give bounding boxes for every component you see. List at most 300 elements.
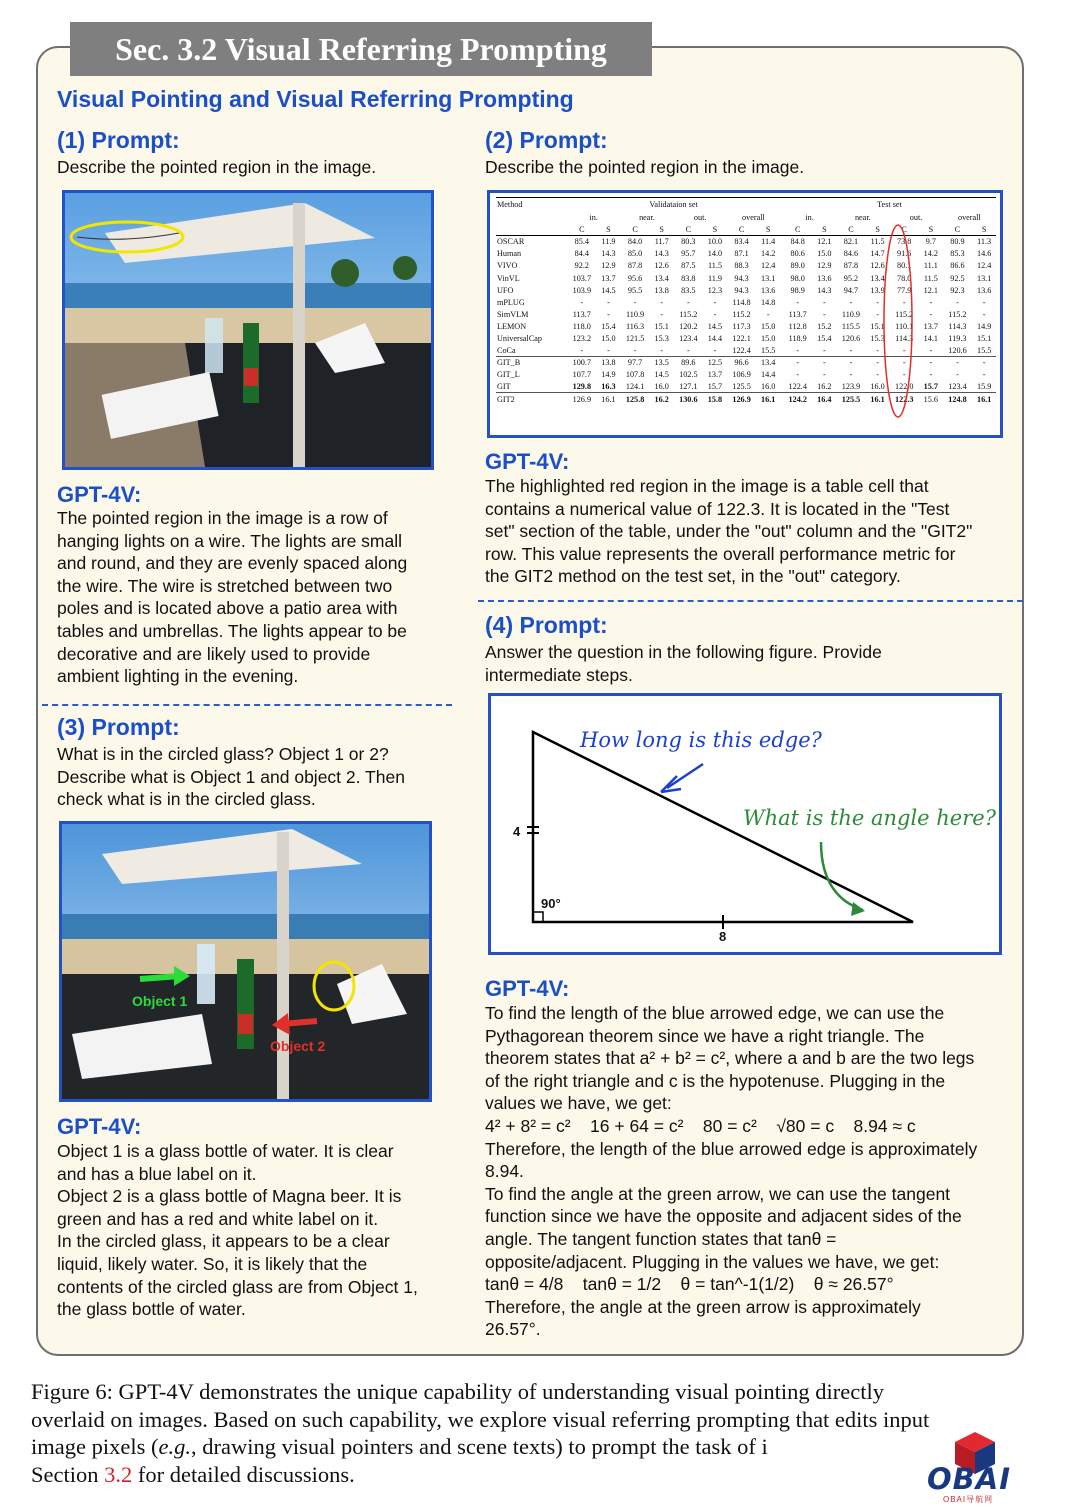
table-cell: 80.3: [674, 236, 704, 248]
table-cell: 82.1: [836, 236, 866, 248]
right-angle-label: 90°: [541, 896, 561, 911]
table-cell: 14.1: [923, 333, 938, 343]
table-cell: 110.9: [626, 309, 645, 319]
table-cell: 16.2: [817, 382, 832, 392]
table-cell: 95.6: [627, 273, 643, 283]
table-cell: 94.3: [734, 273, 749, 283]
table-cell: 87.8: [627, 261, 643, 271]
table-cell: 84.8: [783, 236, 813, 248]
table-cell: -: [929, 370, 933, 380]
table-cell: 87.8: [843, 261, 859, 271]
caption-line-3: image pixels (e.g., drawing visual pointers and scene texts) to prompt the task of i: [31, 1434, 768, 1459]
table-cell: near.: [854, 213, 871, 223]
prompt-2-title: (2) Prompt:: [485, 127, 608, 153]
table-cell: 125.5: [836, 393, 866, 405]
table-cell: 12.4: [976, 261, 992, 271]
table-cell: 14.2: [761, 249, 776, 259]
table-cell: 14.7: [870, 249, 885, 259]
table-cell: 15.0: [817, 249, 832, 259]
table-cell: -: [633, 297, 637, 307]
table-cell: 12.9: [817, 261, 832, 271]
table-cell: 114.8: [732, 297, 751, 307]
table-cell: 16.1: [756, 393, 780, 405]
table-cell: S: [981, 224, 987, 234]
table-cell: 12.4: [761, 261, 776, 271]
table-cell: 84.0: [620, 236, 650, 248]
table-cell: 118.9: [788, 333, 807, 343]
table-cell: 15.1: [976, 333, 992, 343]
table-cell: 123.2: [572, 333, 592, 343]
table-cell: 16.0: [761, 382, 776, 392]
table-cell: 91.6: [897, 249, 912, 259]
table-cell: 13.4: [756, 357, 780, 369]
table-cell: LEMON: [497, 321, 527, 331]
table-cell: 120.2: [679, 321, 698, 331]
table-cell: 15.9: [976, 382, 992, 392]
table-cell: 13.7: [923, 321, 938, 331]
table-cell: 16.2: [650, 393, 674, 405]
table-cell: 125.5: [732, 382, 751, 392]
table-cell: 123.9: [841, 382, 861, 392]
gpt-1-title: GPT-4V:: [57, 482, 142, 507]
table-cell: 13.9: [870, 285, 885, 295]
caption-line-4: Section 3.2 for detailed discussions.: [31, 1461, 355, 1487]
table-cell: 94.7: [843, 285, 859, 295]
table-cell: 124.2: [783, 393, 813, 405]
table-cell: 11.5: [866, 236, 890, 248]
prompt-2-text: Describe the pointed region in the image.: [485, 157, 805, 177]
table-cell: 14.3: [601, 249, 616, 259]
table-cell: 113.7: [788, 309, 807, 319]
table-cell: Test set: [783, 198, 996, 212]
table-cell: 121.5: [625, 333, 645, 343]
table-cell: S: [659, 224, 664, 234]
table-cell: 16.1: [866, 393, 890, 405]
table-cell: -: [713, 297, 717, 307]
table-cell: 100.7: [567, 357, 597, 369]
table-cell: -: [633, 345, 637, 355]
table-cell: 124.1: [625, 382, 645, 392]
table-cell: -: [982, 297, 986, 307]
table-cell: C: [579, 224, 585, 234]
table-cell: -: [849, 297, 853, 307]
table-cell: -: [876, 297, 879, 307]
table-cell: 103.9: [572, 285, 592, 295]
table-cell: Method: [496, 198, 564, 212]
table-cell: 127.1: [679, 382, 698, 392]
table-cell: -: [982, 309, 986, 319]
table-cell: 15.4: [817, 333, 832, 343]
table-cell: -: [849, 345, 853, 355]
table-cell: 11.3: [972, 236, 996, 248]
table-cell: -: [876, 370, 879, 380]
table-cell: 92.2: [574, 261, 589, 271]
table-cell: VinVL: [497, 273, 520, 283]
table-cell: 13.8: [597, 357, 621, 369]
table-cell: 110.9: [841, 309, 861, 319]
table-cell: 83.4: [727, 236, 757, 248]
table-cell: mPLUG: [497, 297, 525, 307]
table-cell: 103.7: [572, 273, 592, 283]
table-cell: 16.0: [870, 382, 885, 392]
table-cell: -: [607, 345, 610, 355]
table-cell: 95.2: [843, 273, 859, 283]
gpt-4-answer: To find the length of the blue arrowed edge, we can use the Pythagorean theorem since we have a right triangle. The theorem states that a² + b² = c², where a and b are the two legs of the right triangle and c is the hypotenuse. Plugging in the values we have, we get: 4² + 8² = c² 16 + 64 = c² 80 = c² √80 = c 8.94 ≈ c Therefore, the length of the blue arrowed edge is approximately 8.94. To find the angle at the green arrow, we can use the tangent function since we have the opposite and adjacent sides of the angle. The tangent function states that tanθ = opposite/adjacent. Plugging in the values we have, we get: tanθ = 4/8 tanθ = 1/2 θ = tan^-1(1/2) θ ≈ 26.57° Therefore, the angle at the green arrow is approximately 26.57°.: [485, 1003, 978, 1340]
gpt-2-answer: The highlighted red region in the image is a table cell that contains a numerical value of 122.3. It is located in the "Test set" section of the table, under the "out" column and the "GIT2" row. This value represents the overall performance metric for the GIT2 method on the test set, in the "out" category.: [485, 476, 973, 587]
table-cell: -: [943, 357, 973, 369]
table-cell: 89.0: [790, 261, 805, 271]
table-cell: 13.1: [976, 273, 992, 283]
table-cell: 84.6: [843, 249, 859, 259]
table-cell: 16.1: [597, 393, 621, 405]
table-cell: 14.8: [761, 297, 776, 307]
question-edge-label: How long is this edge?: [580, 728, 822, 752]
table-cell: -: [713, 345, 717, 355]
table-cell: 77.9: [897, 285, 912, 295]
prompt-3-title: (3) Prompt:: [57, 714, 180, 740]
table-cell: 15.3: [870, 333, 885, 343]
table-cell: out.: [909, 213, 923, 223]
table-cell: 129.8: [572, 382, 592, 392]
results-table-image: [487, 190, 1003, 438]
caption-line-2: overlaid on images. Based on such capability, we explore visual referring prompting that edits input: [31, 1406, 930, 1432]
table-cell: 83.5: [681, 285, 696, 295]
table-cell: 115.5: [841, 321, 861, 331]
table-cell: 12.1: [813, 236, 837, 248]
table-cell: 106.9: [732, 370, 751, 380]
table-cell: -: [902, 345, 906, 355]
table-cell: 13.8: [654, 285, 669, 295]
table-cell: 13.7: [601, 273, 616, 283]
table-cell: UniversalCap: [497, 333, 543, 343]
table-cell: -: [919, 357, 943, 369]
table-cell: -: [822, 309, 826, 319]
table-cell: 115.2: [732, 309, 751, 319]
table-cell: -: [580, 297, 584, 307]
table-cell: 14.5: [601, 285, 616, 295]
table-cell: -: [929, 309, 933, 319]
table-cell: 14.2: [923, 249, 938, 259]
table-cell: 13.6: [761, 285, 776, 295]
table-cell: 114.3: [948, 321, 967, 331]
table-cell: 16.4: [813, 393, 837, 405]
table-cell: 12.6: [654, 261, 669, 271]
table-cell: 14.3: [654, 249, 669, 259]
table-cell: 117.3: [732, 321, 751, 331]
table-cell: 94.3: [734, 285, 749, 295]
table-cell: 12.3: [707, 285, 723, 295]
table-cell: C: [685, 224, 692, 234]
table-cell: 15.0: [761, 333, 776, 343]
table-cell: -: [686, 345, 690, 355]
table-cell: C: [954, 224, 961, 234]
table-cell: -: [876, 345, 879, 355]
table-cell: 88.3: [734, 261, 749, 271]
figure-heading: Visual Pointing and Visual Referring Prompting: [57, 86, 574, 112]
table-cell: 86.6: [950, 261, 965, 271]
table-cell: 123.4: [679, 333, 698, 343]
table-cell: -: [902, 297, 906, 307]
table-cell: -: [766, 309, 770, 319]
table-cell: 123.4: [948, 382, 967, 392]
table-cell: -: [956, 297, 959, 307]
table-cell: -: [822, 370, 826, 380]
table-cell: GIT2: [496, 393, 564, 405]
table-cell: 11.4: [756, 236, 780, 248]
table-cell: 11.5: [707, 261, 722, 271]
divider-left: [42, 704, 452, 706]
table-cell: 13.5: [650, 357, 674, 369]
table-cell: 10.0: [703, 236, 727, 248]
table-cell: OSCAR: [496, 236, 564, 248]
table-cell: 102.5: [679, 370, 698, 380]
table-cell: Validataion set: [567, 198, 780, 212]
table-cell: 96.6: [727, 357, 757, 369]
table-cell: -: [929, 297, 933, 307]
gpt-3-answer: Object 1 is a glass bottle of water. It is clear and has a blue label on it. Object 2 is a glass bottle of Magna beer. It is green and has a red and white label on it. In the circled glass, it appears to be a clear liquid, likely water. So, it is likely that the contents of the circled glass are from Object 1, the glass bottle of water.: [57, 1141, 418, 1320]
gpt-3-title: GPT-4V:: [57, 1114, 142, 1139]
table-cell: 124.8: [943, 393, 973, 405]
table-cell: 12.5: [703, 357, 727, 369]
table-cell: -: [876, 309, 879, 319]
table-cell: 122.4: [788, 382, 807, 392]
patio-objects-illustration: [62, 824, 429, 1099]
object-2-label: Object 2: [270, 1038, 326, 1054]
table-cell: -: [796, 345, 800, 355]
side-length-label: 4: [513, 824, 521, 839]
table-cell: 130.6: [674, 393, 704, 405]
table-cell: 15.3: [654, 333, 669, 343]
table-cell: -: [813, 357, 837, 369]
table-cell: 11.5: [923, 273, 938, 283]
table-cell: 11.7: [650, 236, 674, 248]
table-cell: -: [929, 345, 933, 355]
table-cell: -: [796, 370, 800, 380]
table-cell: S: [765, 224, 771, 234]
table-cell: 14.6: [976, 249, 992, 259]
table-cell: VIVO: [497, 261, 518, 271]
table-cell: 87.1: [734, 249, 749, 259]
table-cell: 122.0: [895, 382, 914, 392]
gpt-4-title: GPT-4V:: [485, 976, 570, 1001]
prompt-4-title: (4) Prompt:: [485, 612, 608, 638]
table-cell: 126.9: [727, 393, 757, 405]
table-cell: C: [738, 224, 745, 234]
table-cell: 122.1: [732, 333, 751, 343]
table-cell: 13.4: [654, 273, 669, 283]
table-cell: 84.4: [574, 249, 589, 259]
table-cell: 14.4: [761, 370, 776, 380]
table-cell: 15.4: [601, 321, 616, 331]
table-cell: 15.1: [870, 321, 885, 331]
table-cell: -: [783, 357, 813, 369]
table-cell: -: [686, 297, 690, 307]
table-cell: 9.7: [919, 236, 943, 248]
table-cell: UFO: [497, 285, 514, 295]
table-cell: CoCa: [497, 345, 516, 355]
table-cell: 15.7: [923, 382, 938, 392]
table-cell: 98.0: [790, 273, 805, 283]
table-cell: 80.9: [943, 236, 973, 248]
table-cell: -: [660, 309, 664, 319]
prompt-1-text: Describe the pointed region in the image.: [57, 157, 377, 177]
table-cell: 13.7: [707, 370, 723, 380]
table-cell: 78.0: [897, 273, 912, 283]
table-cell: 80.1: [897, 261, 912, 271]
table-cell: -: [889, 357, 919, 369]
table-cell: C: [794, 224, 801, 234]
table-cell: 15.7: [707, 382, 723, 392]
caption-line-1: Figure 6: GPT-4V demonstrates the unique capability of understanding visual pointing directly: [31, 1379, 884, 1404]
table-cell: GIT_B: [496, 357, 564, 369]
table-cell: C: [848, 224, 854, 234]
table-cell: 13.6: [976, 285, 992, 295]
table-cell: -: [982, 370, 986, 380]
table-cell: 87.5: [681, 261, 696, 271]
table-cell: in.: [805, 213, 814, 223]
table-cell: -: [660, 297, 664, 307]
prompt-3-text: What is in the circled glass? Object 1 or 2? Describe what is Object 1 and object 2. Then check what is in the circled glass.: [57, 744, 405, 810]
table-cell: 95.7: [681, 249, 696, 259]
table-cell: 15.5: [761, 345, 776, 355]
table-cell: S: [875, 224, 880, 234]
table-cell: 83.8: [681, 273, 696, 283]
figure-caption: [31, 1378, 1031, 1488]
table-cell: 15.5: [976, 345, 992, 355]
table-cell: overall: [742, 213, 765, 223]
table-cell: 115.2: [679, 309, 698, 319]
table-cell: 120.6: [841, 333, 861, 343]
table-cell: 107.8: [625, 370, 645, 380]
table-cell: 16.1: [972, 393, 996, 405]
table-cell: 113.7: [572, 309, 591, 319]
table-cell: 12.6: [870, 261, 885, 271]
prompt-4-text: Answer the question in the following figure. Provide intermediate steps.: [485, 642, 882, 685]
table-cell: overall: [957, 213, 981, 223]
table-cell: 122.3: [889, 393, 919, 405]
table-cell: -: [822, 297, 826, 307]
prompt-1-title: (1) Prompt:: [57, 127, 180, 153]
table-cell: 11.9: [597, 236, 621, 248]
table-cell: 98.9: [790, 285, 805, 295]
table-cell: 15.6: [919, 393, 943, 405]
table-cell: 11.9: [707, 273, 722, 283]
divider-right: [478, 600, 1023, 602]
gpt-1-answer: The pointed region in the image is a row of hanging lights on a wire. The lights are small and round, and they are evenly spaced along the wire. The wire is stretched between two poles and is located above a patio area with tables and umbrellas. The lights appear to be decorative and are likely used to provide ambient lighting in the evening.: [57, 508, 408, 687]
table-cell: 12.1: [923, 285, 938, 295]
table-cell: GIT_L: [497, 370, 520, 380]
table-cell: 114.3: [895, 333, 914, 343]
table-cell: -: [972, 357, 996, 369]
gpt-2-title: GPT-4V:: [485, 449, 570, 474]
table-cell: 14.5: [707, 321, 723, 331]
table-cell: 14.9: [601, 370, 616, 380]
table-cell: S: [606, 224, 611, 234]
table-cell: -: [956, 370, 959, 380]
table-cell: near.: [639, 213, 655, 223]
table-cell: -: [849, 370, 853, 380]
table-cell: 122.4: [732, 345, 751, 355]
table-cell: 14.5: [654, 370, 669, 380]
table-cell: 12.9: [601, 261, 616, 271]
table-cell: 107.7: [572, 370, 592, 380]
table-cell: 14.0: [707, 249, 723, 259]
table-cell: SimVLM: [497, 309, 529, 319]
table-cell: C: [632, 224, 638, 234]
table-cell: 126.9: [567, 393, 597, 405]
table-cell: 15.0: [601, 333, 616, 343]
obai-logo-subtitle: OBAI导航网: [943, 1495, 994, 1504]
section-ref-link[interactable]: 3.2: [104, 1461, 133, 1487]
table-cell: 92.3: [950, 285, 965, 295]
table-cell: 118.0: [572, 321, 591, 331]
table-cell: 120.6: [948, 345, 967, 355]
table-cell: 13.1: [761, 273, 776, 283]
table-cell: S: [712, 224, 718, 234]
table-cell: GIT: [497, 382, 511, 392]
table-cell: -: [660, 345, 664, 355]
table-cell: -: [580, 345, 584, 355]
table-cell: 110.1: [895, 321, 914, 331]
triangle-figure: [488, 693, 1002, 955]
obai-logo-text: OBAI: [927, 1462, 1011, 1496]
table-cell: 11.1: [923, 261, 938, 271]
table-cell: 115.2: [948, 309, 967, 319]
table-cell: 15.1: [654, 321, 669, 331]
table-cell: in.: [589, 213, 598, 223]
table-cell: -: [866, 357, 890, 369]
table-cell: S: [822, 224, 827, 234]
table-cell: 14.3: [817, 285, 832, 295]
table-cell: -: [796, 297, 800, 307]
table-cell: 92.5: [950, 273, 965, 283]
table-cell: out.: [693, 213, 707, 223]
table-cell: 112.8: [788, 321, 807, 331]
table-cell: -: [902, 370, 906, 380]
section-banner: Sec. 3.2 Visual Referring Prompting: [70, 22, 652, 76]
table-cell: 14.9: [976, 321, 992, 331]
table-cell: 13.4: [870, 273, 885, 283]
table-cell: 97.7: [620, 357, 650, 369]
table-cell: -: [607, 297, 610, 307]
table-cell: 15.8: [703, 393, 727, 405]
red-highlight-overlay: [490, 193, 1000, 435]
table-cell: 125.8: [620, 393, 650, 405]
table-cell: -: [607, 309, 610, 319]
table-cell: -: [822, 345, 826, 355]
patio-scene-illustration: [65, 193, 431, 467]
table-cell: 15.2: [817, 321, 832, 331]
table-cell: 85.3: [950, 249, 965, 259]
table-cell: S: [928, 224, 934, 234]
table-cell: 116.3: [626, 321, 645, 331]
table-cell: 89.6: [674, 357, 704, 369]
object-1-label: Object 1: [132, 993, 188, 1009]
table-cell: 115.2: [895, 309, 914, 319]
table-cell: C: [901, 224, 907, 234]
table-cell: 15.0: [761, 321, 776, 331]
patio-photo-1: [62, 190, 434, 470]
table-cell: 95.5: [627, 285, 643, 295]
table-cell: 16.3: [601, 382, 616, 392]
table-cell: 85.4: [567, 236, 597, 248]
base-length-label: 8: [719, 929, 727, 944]
table-cell: -: [713, 309, 717, 319]
table-cell: 85.0: [627, 249, 643, 259]
table-cell: 80.6: [790, 249, 805, 259]
table-cell: -: [836, 357, 866, 369]
patio-photo-3: [59, 821, 432, 1102]
